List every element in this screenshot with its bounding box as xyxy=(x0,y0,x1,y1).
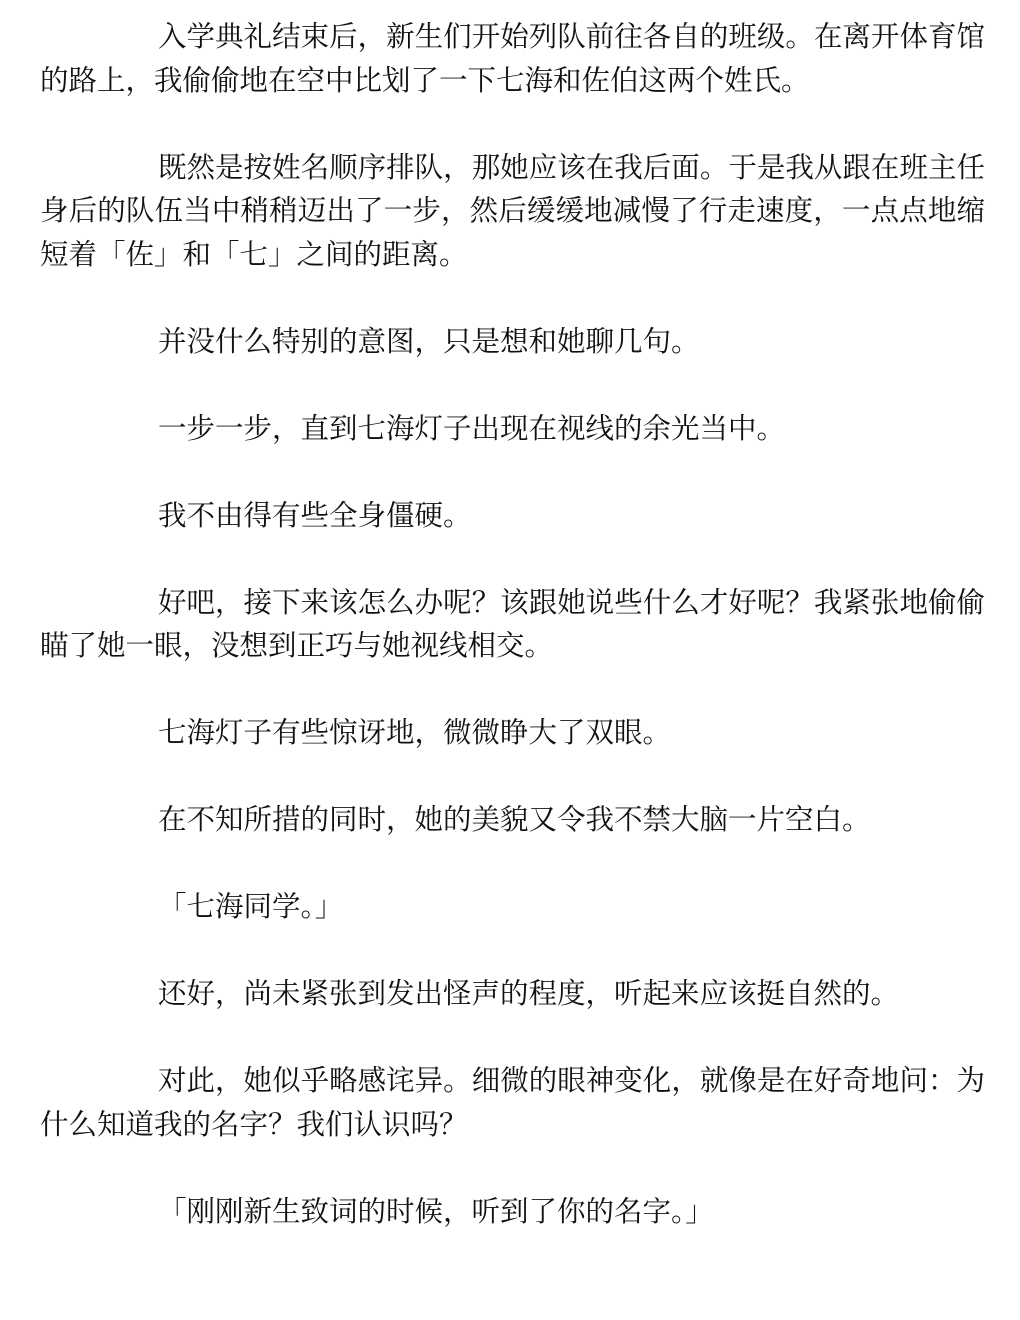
paragraph: 七海灯子有些惊讶地，微微睁大了双眼。 xyxy=(158,716,672,749)
paragraph: 我不由得有些全身僵硬。 xyxy=(158,498,472,532)
paragraph: 对此，她似乎略感诧异。细微的眼神变化，就像是在好奇地问：为什么知道我的名字？我们认识吗？ xyxy=(40,1064,985,1141)
paragraph: 一步一步，直到七海灯子出现在视线的余光当中。 xyxy=(158,411,786,445)
paragraph: 还好，尚未紧张到发出怪声的程度，听起来应该挺自然的。 xyxy=(158,977,900,1010)
dialogue-line: 「七海同学。」 xyxy=(158,890,344,923)
paragraph: 好吧，接下来该怎么办呢？该跟她说些什么才好呢？我紧张地偷偷瞄了她一眼，没想到正巧与她视线相交。 xyxy=(40,585,985,662)
paragraph: 入学典礼结束后，新生们开始列队前往各自的班级。在离开体育馆的路上，我偷偷地在空中比划了一下七海和佐伯这两个姓氏。 xyxy=(40,20,985,97)
document-page xyxy=(40,15,985,1277)
paragraph: 既然是按姓名顺序排队，那她应该在我后面。于是我从跟在班主任身后的队伍当中稍稍迈出了一步，然后缓缓地减慢了行走速度，一点点地缩短着「佐」和「七」之间的距离。 xyxy=(40,150,985,271)
paragraph: 在不知所措的同时，她的美貌又令我不禁大脑一片空白。 xyxy=(158,803,871,836)
dialogue-line: 「刚刚新生致词的时候，听到了你的名字。」 xyxy=(158,1194,714,1228)
paragraph: 并没什么特别的意图，只是想和她聊几句。 xyxy=(158,324,700,358)
